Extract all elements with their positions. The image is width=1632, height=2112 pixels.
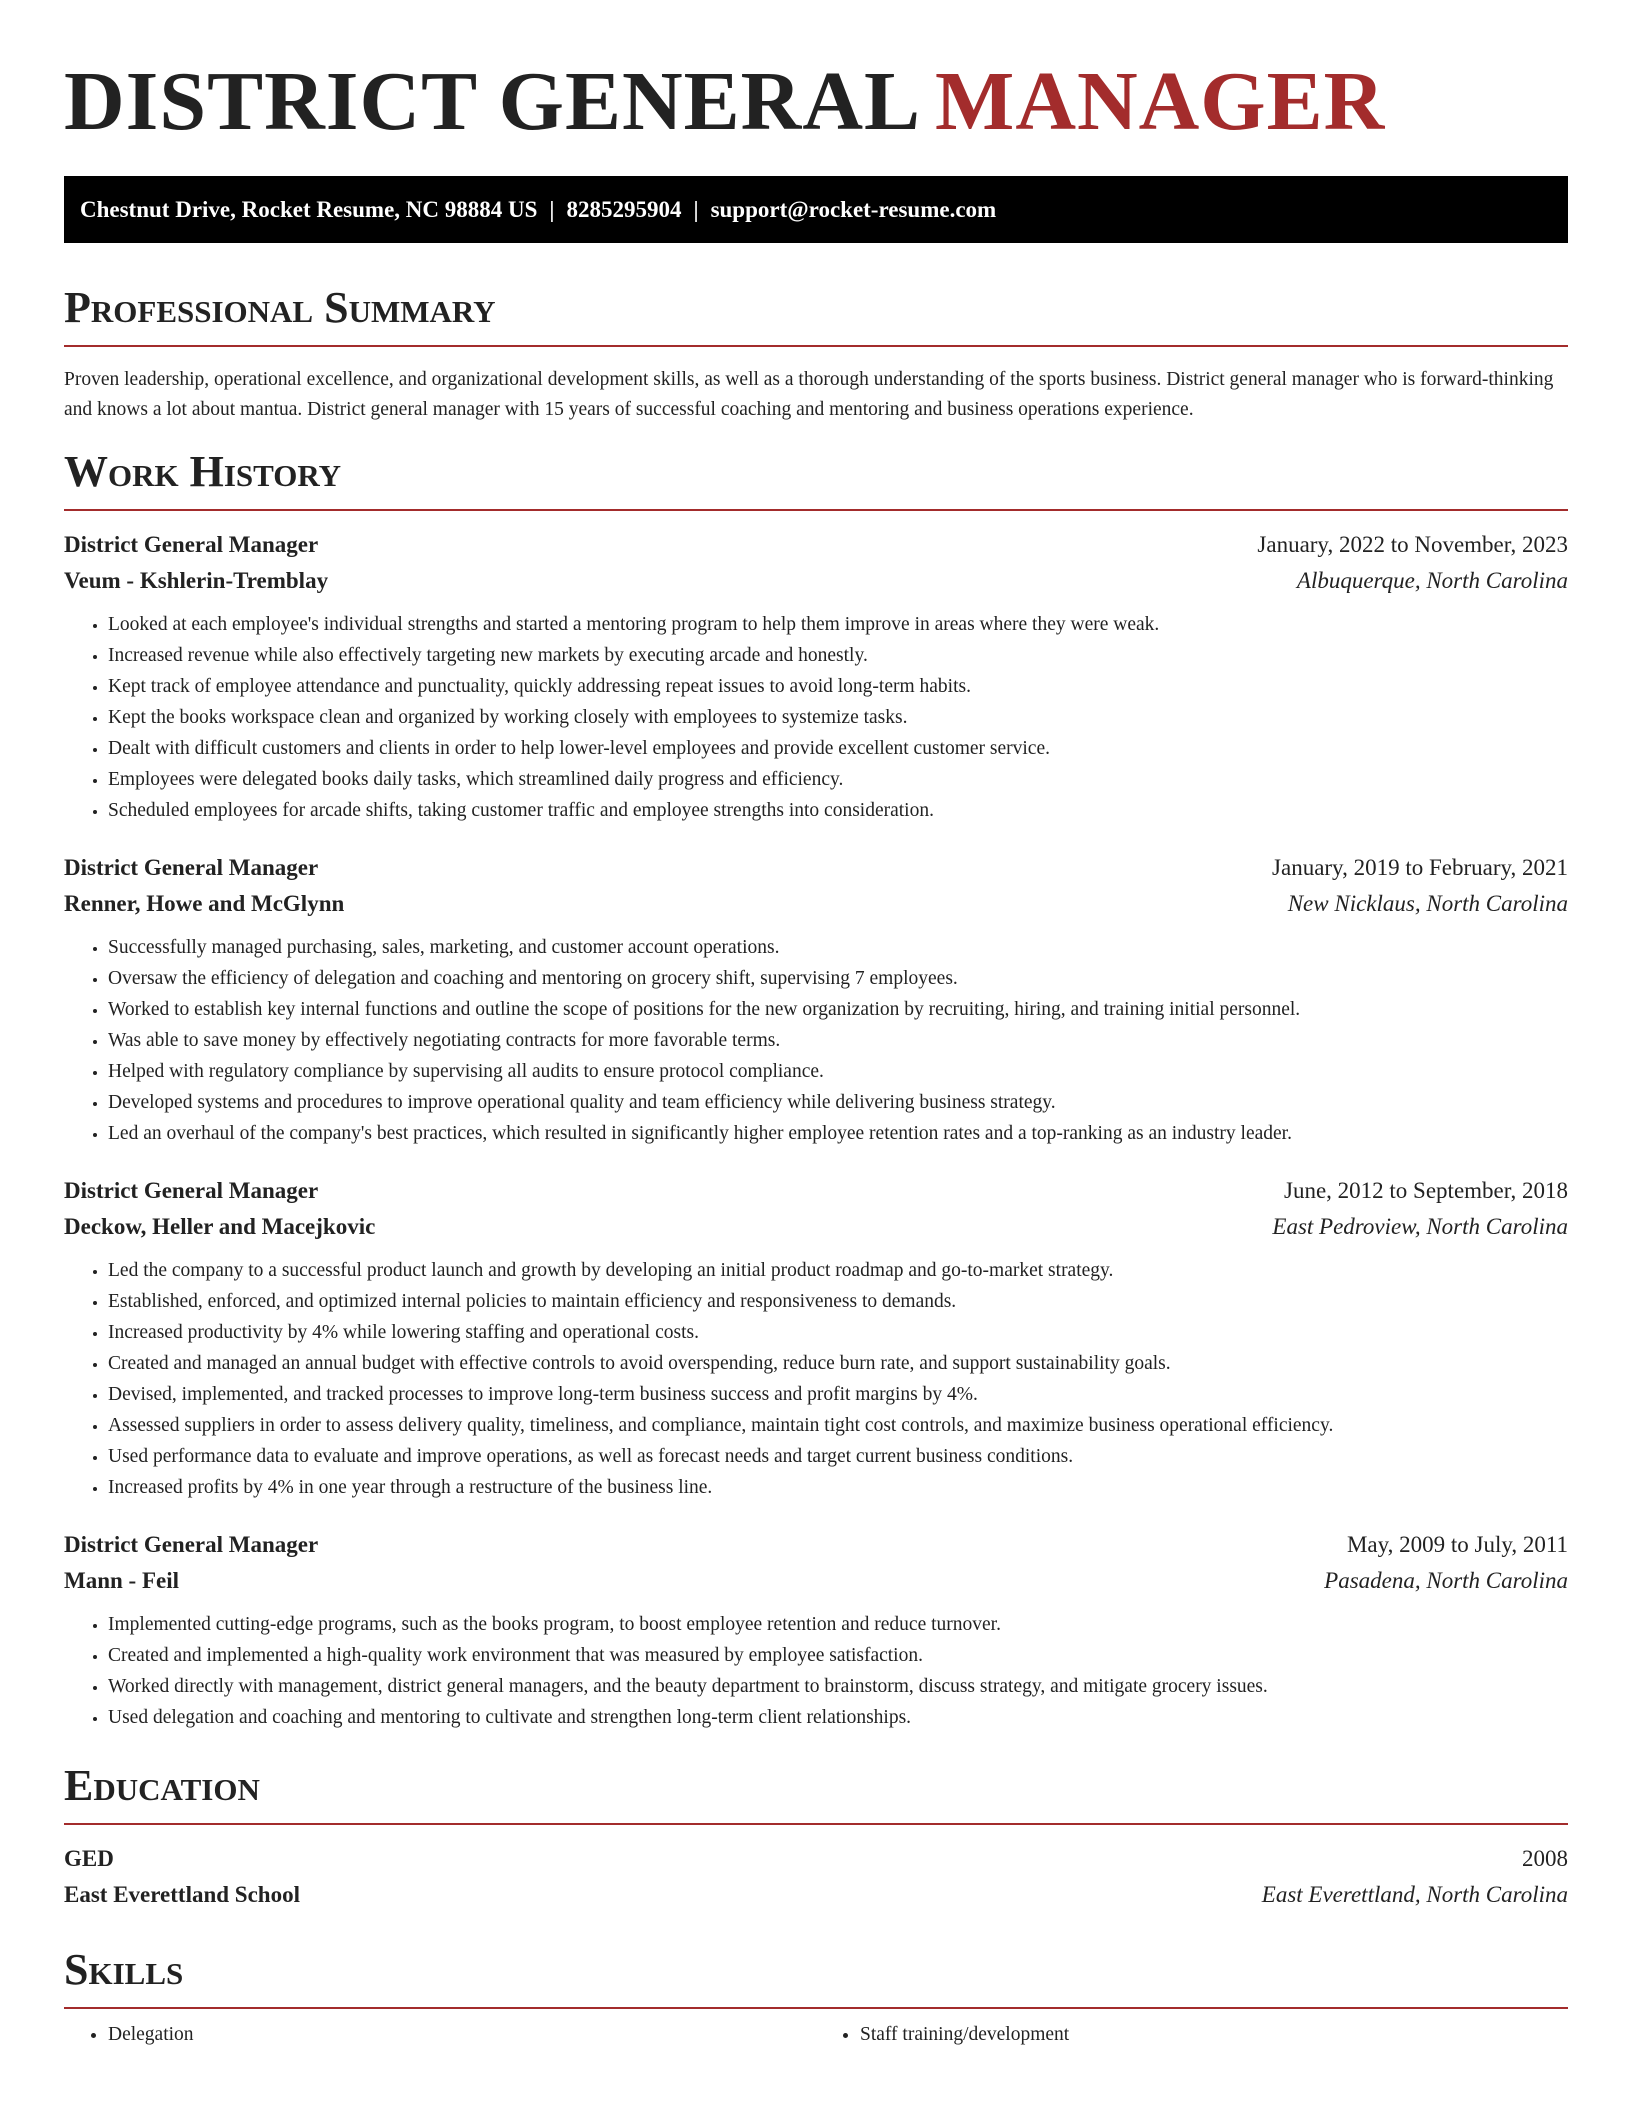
job-header-row	[64, 527, 1568, 563]
job-dates: January, 2022 to November, 2023	[1257, 532, 1568, 557]
job-company: Renner, Howe and McGlynn	[64, 891, 345, 916]
job-header-row	[64, 1173, 1568, 1209]
education-school: East Everettland School	[64, 1882, 300, 1907]
list-item: • Scheduled employees for arcade shifts, taking customer traffic and employee strengths into consideration.	[108, 795, 1568, 826]
job-role: District General Manager	[64, 855, 319, 880]
job-company: Mann - Feil	[64, 1568, 179, 1593]
job-dates: May, 2009 to July, 2011	[1346, 1532, 1568, 1557]
section-title-work: Work History	[64, 447, 342, 496]
job-dates: June, 2012 to September, 2018	[1284, 1178, 1568, 1203]
job-location: Albuquerque, North Carolina	[1296, 568, 1568, 593]
summary-text: Proven leadership, operational excellence, and organizational development skills, as well as a thorough understanding of the sports business. District general manager who is forward-thinking and knows a lot about mantua. District general manager with 15 years of successful coaching and mentoring and business operations experience.	[64, 369, 1554, 420]
list-item: • Worked to establish key internal functions and outline the scope of positions for the new organization by recruiting, hiring, and training initial personnel.	[108, 994, 1568, 1025]
list-item: • Increased productivity by 4% while lowering staffing and operational costs.	[108, 1317, 1568, 1348]
list-item: • Looked at each employee's individual strengths and started a mentoring program to help them improve in areas where they were weak.	[108, 609, 1568, 640]
job-company: Veum - Kshlerin-Tremblay	[64, 568, 329, 593]
name-first: DISTRICT GENERAL	[64, 55, 922, 148]
list-item: • Devised, implemented, and tracked processes to improve long-term business success and profit margins by 4%.	[108, 1379, 1568, 1410]
job-entry	[64, 527, 1568, 826]
skills-list	[64, 2009, 1568, 2050]
list-item: • Created and implemented a high-quality work environment that was measured by employee satisfaction.	[108, 1640, 1568, 1671]
work-section	[64, 447, 1568, 1733]
list-item: • Oversaw the efficiency of delegation and coaching and mentoring on grocery shift, supervising 7 employees.	[108, 963, 1568, 994]
job-entry	[64, 1527, 1568, 1733]
education-school-row	[64, 1877, 1568, 1913]
list-item: • Employees were delegated books daily tasks, which streamlined daily progress and efficiency.	[108, 764, 1568, 795]
list-item: • Helped with regulatory compliance by supervising all audits to ensure protocol compliance.	[108, 1056, 1568, 1087]
job-dates: January, 2019 to February, 2021	[1272, 855, 1568, 880]
contact-separator: |	[549, 197, 555, 222]
list-item: • Used performance data to evaluate and improve operations, as well as forecast needs and target current business conditions.	[108, 1441, 1568, 1472]
list-item: • Dealt with difficult customers and clients in order to help lower-level employees and provide excellent customer service.	[108, 733, 1568, 764]
job-company: Deckow, Heller and Macejkovic	[64, 1214, 376, 1239]
job-bullets	[64, 609, 1568, 826]
section-divider	[64, 345, 1568, 347]
list-item: • Implemented cutting-edge programs, such as the books program, to boost employee retention and reduce turnover.	[108, 1609, 1568, 1640]
list-item: • Increased profits by 4% in one year through a restructure of the business line.	[108, 1472, 1568, 1503]
section-divider	[64, 509, 1568, 511]
contact-separator: |	[693, 197, 699, 222]
job-role: District General Manager	[64, 1532, 319, 1557]
job-company-row	[64, 886, 1568, 922]
contact-bar	[64, 176, 1568, 243]
job-bullets	[64, 932, 1568, 1149]
list-item: • Developed systems and procedures to improve operational quality and team efficiency while delivering business strategy.	[108, 1087, 1568, 1118]
list-item: • Assessed suppliers in order to assess delivery quality, timeliness, and compliance, maintain tight cost controls, and maximize business operational efficiency.	[108, 1410, 1568, 1441]
contact-phone: 8285295904	[566, 197, 682, 222]
job-bullets	[64, 1609, 1568, 1733]
education-degree: GED	[64, 1846, 114, 1871]
skills-column-right	[816, 2019, 1568, 2050]
list-item: • Led an overhaul of the company's best practices, which resulted in significantly higher employee retention rates and a top-ranking as an industry leader.	[108, 1118, 1568, 1149]
resume-name	[64, 0, 1568, 176]
education-section	[64, 1761, 1568, 1913]
job-header-row	[64, 850, 1568, 886]
list-item: • Staff training/development	[860, 2019, 1568, 2050]
job-entry	[64, 850, 1568, 1149]
section-divider	[64, 1823, 1568, 1825]
job-entry	[64, 1173, 1568, 1503]
summary-section	[64, 283, 1568, 425]
contact-address: Chestnut Drive, Rocket Resume, NC 98884 US	[80, 197, 538, 222]
job-location: East Pedroview, North Carolina	[1272, 1214, 1568, 1239]
skills-section	[64, 1945, 1568, 2050]
list-item: • Used delegation and coaching and mentoring to cultivate and strengthen long-term client relationships.	[108, 1702, 1568, 1733]
list-item: • Kept the books workspace clean and organized by working closely with employees to systemize tasks.	[108, 702, 1568, 733]
list-item: • Increased revenue while also effectively targeting new markets by executing arcade and honestly.	[108, 640, 1568, 671]
job-company-row	[64, 563, 1568, 599]
job-company-row	[64, 1563, 1568, 1599]
education-entry	[64, 1841, 1568, 1913]
list-item: • Kept track of employee attendance and punctuality, quickly addressing repeat issues to avoid long-term habits.	[108, 671, 1568, 702]
job-header-row	[64, 1527, 1568, 1563]
job-role: District General Manager	[64, 532, 319, 557]
education-year: 2008	[1522, 1846, 1568, 1871]
list-item: • Created and managed an annual budget with effective controls to avoid overspending, reduce burn rate, and support sustainability goals.	[108, 1348, 1568, 1379]
list-item: • Led the company to a successful product launch and growth by developing an initial product roadmap and go-to-market strategy.	[108, 1255, 1568, 1286]
contact-email[interactable]: support@rocket-resume.com	[710, 197, 997, 222]
job-bullets	[64, 1255, 1568, 1503]
education-header-row	[64, 1841, 1568, 1877]
skills-column-left	[64, 2019, 816, 2050]
section-title-education: Education	[64, 1761, 260, 1810]
job-role: District General Manager	[64, 1178, 319, 1203]
name-last: MANAGER	[935, 55, 1386, 148]
list-item: • Was able to save money by effectively negotiating contracts for more favorable terms.	[108, 1025, 1568, 1056]
section-title-skills: Skills	[64, 1945, 184, 1994]
list-item: • Successfully managed purchasing, sales, marketing, and customer account operations.	[108, 932, 1568, 963]
job-company-row	[64, 1209, 1568, 1245]
list-item: • Delegation	[108, 2019, 816, 2050]
job-location: Pasadena, North Carolina	[1324, 1568, 1568, 1593]
education-location: East Everettland, North Carolina	[1261, 1882, 1568, 1907]
list-item: • Worked directly with management, district general managers, and the beauty department to brainstorm, discuss strategy, and mitigate grocery issues.	[108, 1671, 1568, 1702]
list-item: • Established, enforced, and optimized internal policies to maintain efficiency and responsiveness to demands.	[108, 1286, 1568, 1317]
job-location: New Nicklaus, North Carolina	[1287, 891, 1568, 916]
section-title-summary: Professional Summary	[64, 283, 496, 332]
